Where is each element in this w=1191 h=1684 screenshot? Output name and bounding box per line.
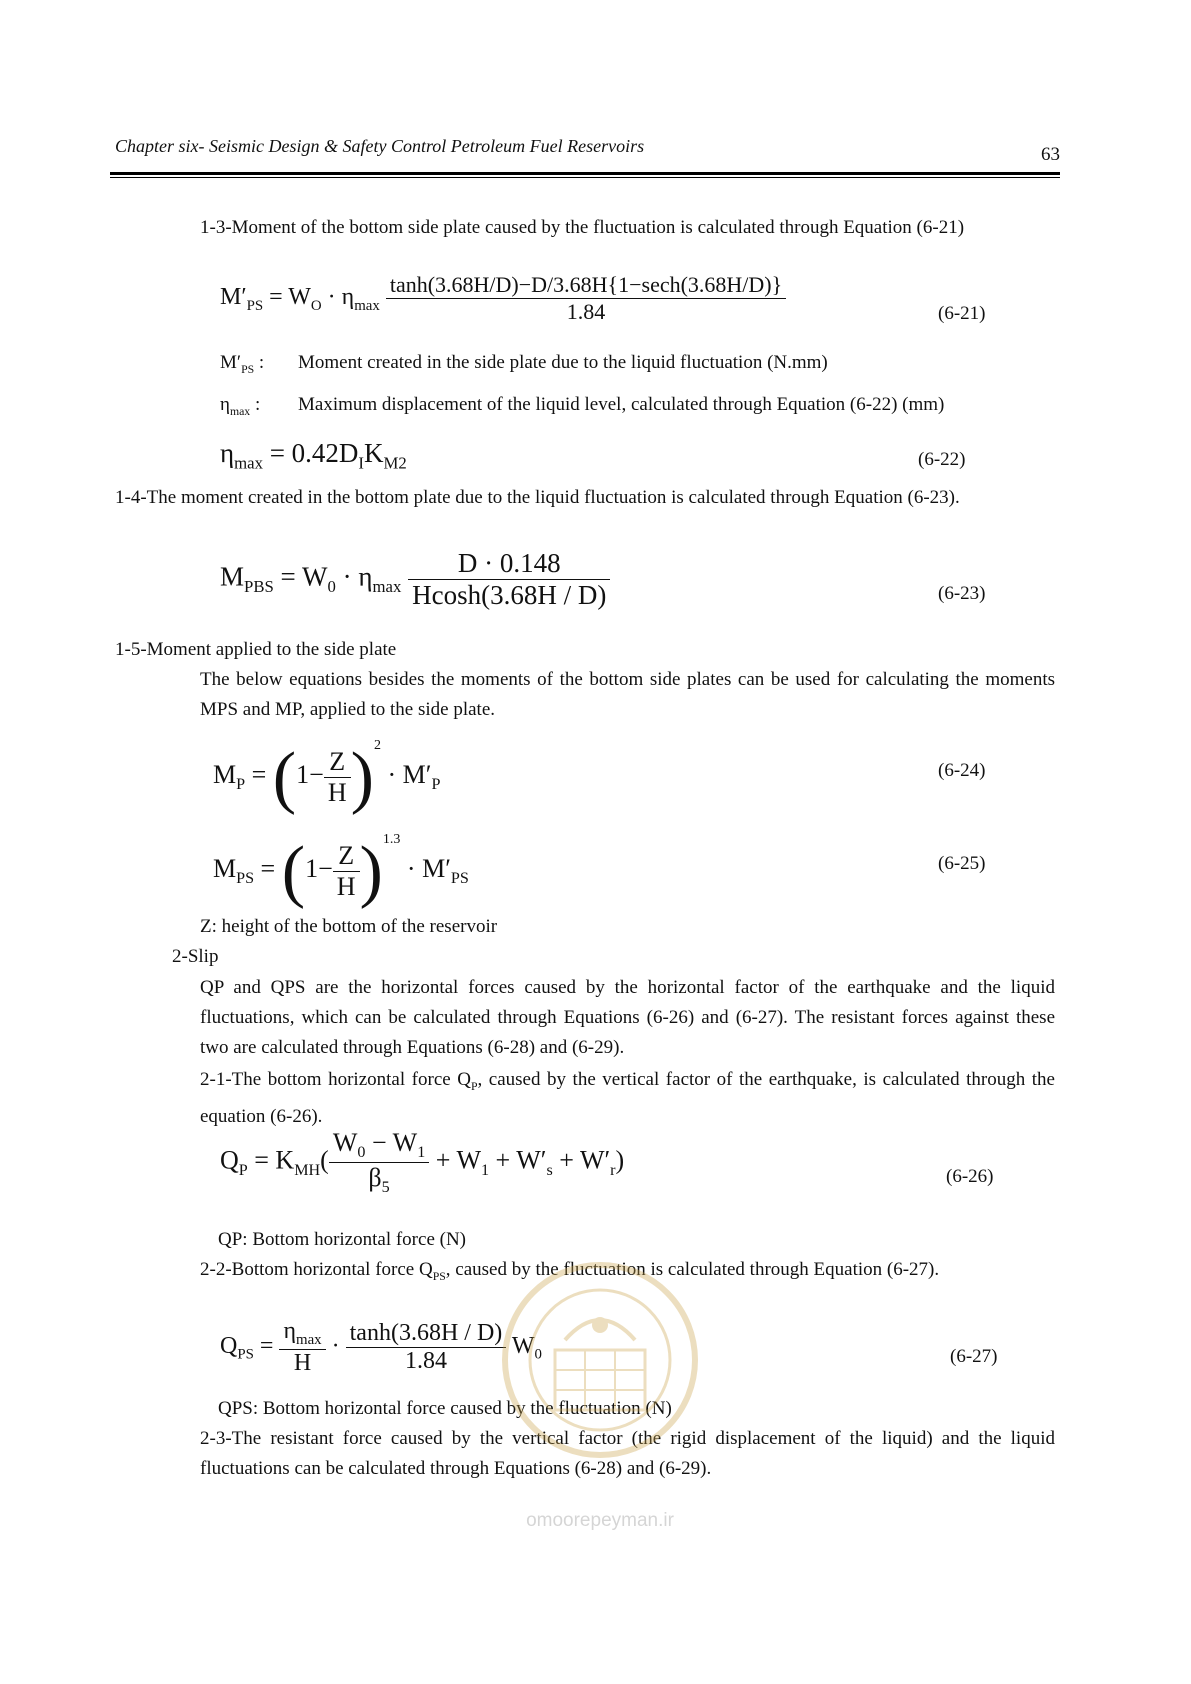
section-2-3-text: 2-3-The resistant force caused by the vertical factor (the rigid displacement of the liquid) and the liquid fluctuations can be calculated through Equations (6-28) and (6-29).: [200, 1428, 1055, 1479]
equation-label-6-21: (6-21): [938, 303, 986, 324]
equation-label-6-26: (6-26): [946, 1166, 994, 1187]
equation-6-21: $M'_{PS} = W_O \cdot \eta_{max}$ $\frac{\tanh(3.68H/D)-D/3.68H\{1-\sec h(3.68H/D)\}}{1.84}$: [220, 272, 786, 325]
section-1-5-heading: 1-5-Moment applied to the side plate: [115, 639, 397, 660]
header-rule-thin: [110, 177, 1060, 178]
equation-label-6-27: (6-27): [950, 1346, 998, 1367]
z-definition: Z: height of the bottom of the reservoir: [200, 916, 498, 937]
header-title: Chapter six- Seismic Design & Safety Control Petroleum Fuel Reservoirs: [115, 136, 645, 156]
equation-label-6-22: (6-22): [918, 449, 966, 470]
equation-6-25: $M_{PS} = (1-$ $\frac{Z}{H}$ )$^{1.3} \cdot M'_{PS}$: [213, 832, 469, 911]
equation-6-22: $\eta_{max} = 0.42D_IK_{M2}$: [220, 438, 407, 473]
watermark-text: omoorepeyman.ir: [526, 1510, 674, 1531]
qp-definition: QP: Bottom horizontal force (N): [218, 1229, 467, 1250]
page-number: 63: [1041, 144, 1060, 165]
equation-6-23: $M_{PBS} = W_0 \cdot \eta_{max}$ $\frac{D \cdot 0.148}{Hcosh(3.68H / D)}$: [220, 548, 610, 611]
watermark-logo: [490, 1230, 710, 1550]
equation-6-24: $M_P = (1-$ $\frac{Z}{H}$ )$^2 \cdot M'_P$: [213, 738, 441, 817]
watermark-emblem-icon: [490, 1230, 710, 1500]
section-2-slip-heading: 2-Slip: [172, 946, 219, 967]
section-2-1-text: 2-1-The bottom horizontal force $Q_P$, caused by the vertical factor of the earthquake, is calculated through the equation (6-26).: [200, 1069, 1055, 1127]
qps-definition: QPS: Bottom horizontal force caused by the fluctuation (N): [218, 1398, 672, 1419]
section-1-3-text: 1-3-Moment of the bottom side plate caused by the fluctuation is calculated through Equation (6-21): [200, 217, 965, 238]
definition-mps: $M'_{PS}$ : Moment created in the side plate due to the liquid fluctuation (N.mm): [220, 352, 828, 376]
equation-label-6-25: (6-25): [938, 853, 986, 874]
section-1-5-body: The below equations besides the moments of the bottom side plates can be used for calculating the moments MPS and MP, applied to the side plate.: [200, 669, 1055, 720]
section-1-4-text: 1-4-The moment created in the bottom plate due to the liquid fluctuation is calculated through Equation (6-23).: [115, 487, 960, 508]
section-2-2-text: 2-2-Bottom horizontal force $Q_{PS}$, caused by the fluctuation is calculated through Equation (6-27).: [200, 1259, 940, 1283]
section-2-slip-body: QP and QPS are the horizontal forces caused by the horizontal factor of the earthquake and the liquid fluctuations, which can be calculated through Equations (6-26) and (6-27). The resistant forces against these two are calculated through Equations (6-28) and (6-29).: [200, 977, 1055, 1058]
equation-6-26: $Q_P = K_{MH}$( $\frac{W_0 - W_1}{\beta_5}$ + $W_1 + W'_s + W'_r$): [220, 1128, 625, 1197]
definition-eta-max: $\eta_{max}$ : Maximum displacement of the liquid level, calculated through Equation (6-22) (mm): [220, 394, 945, 418]
header-rule-thick: [110, 172, 1060, 175]
running-header: [115, 136, 1060, 165]
equation-label-6-23: (6-23): [938, 583, 986, 604]
equation-6-27: $Q_{PS}$ = $\frac{\eta_{max}}{H}$ · $\frac{\tanh(3.68H / D)}{1.84}$ $W_0$: [220, 1318, 542, 1376]
equation-label-6-24: (6-24): [938, 760, 986, 781]
